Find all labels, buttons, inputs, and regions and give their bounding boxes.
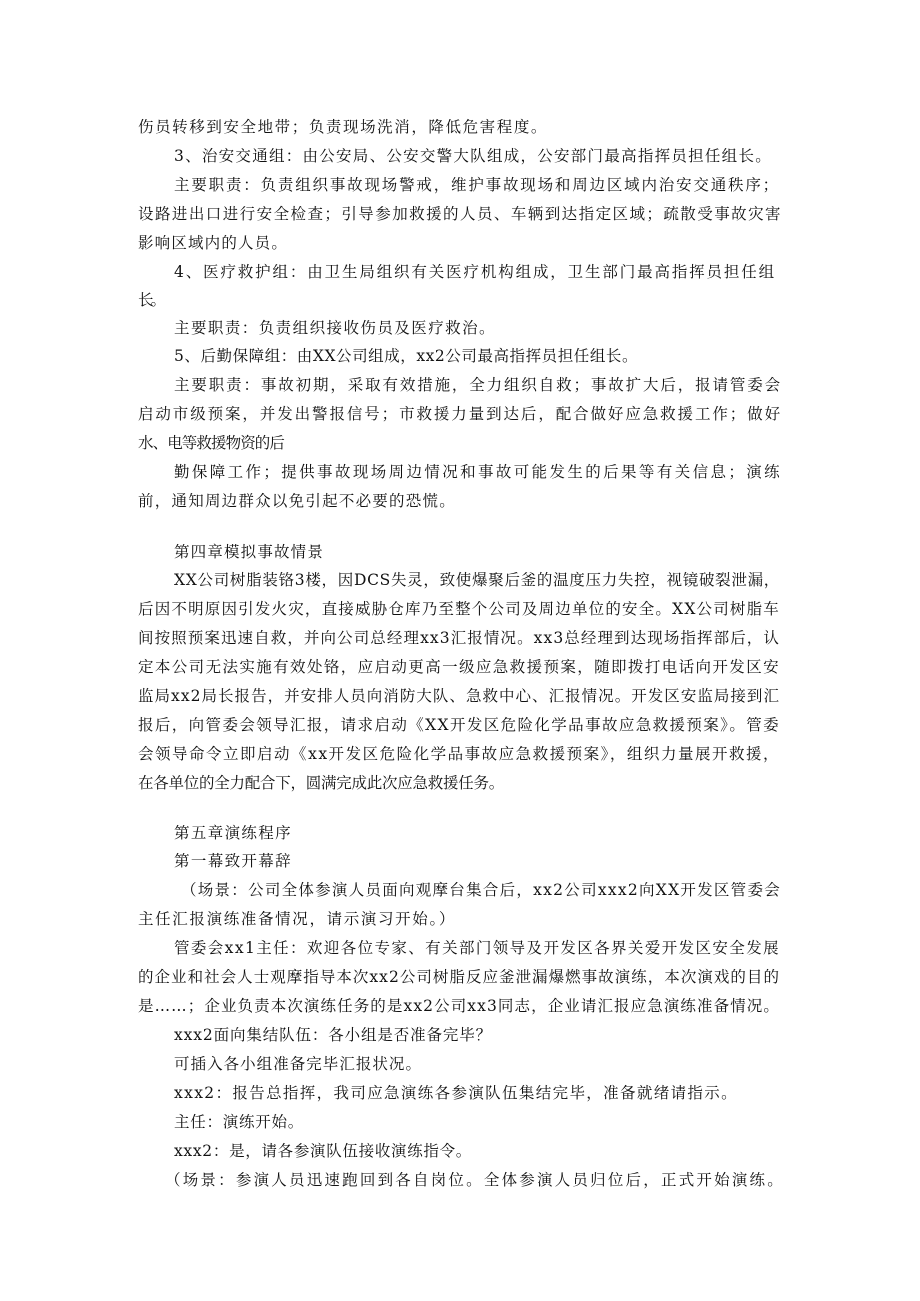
chapter-heading-4: 第四章模拟事故情景 [174,543,324,561]
body-text-line: 主要职责：负责组织事故现场警戒，维护事故现场和周边区域内治安交通秩序； [174,176,780,194]
body-text-line: 在各单位的全力配合下，圆满完成此次应急救援任务。 [138,774,504,792]
body-text-line: 间按照预案迅速自救，并向公司总经理xx3汇报情况。xx3总经理到达现场指挥部后，认 [138,629,780,647]
body-text-line: 启动市级预案，并发出警报信号；市救援力量到达后，配合做好应急救援工作；做好 [138,405,782,423]
dialogue-line: 的企业和社会人士观摩指导本次xx2公司树脂反应釜泄漏爆燃事故演练，本次演戏的目的 [138,968,780,986]
dialogue-line: 是……；企业负责本次演练任务的是xx2公司xx3同志，企业请汇报应急演练准备情况。 [138,997,780,1015]
scene-note: 主任汇报演练准备情况，请示演习开始。） [138,910,456,928]
dialogue-line: xxx2：报告总指挥，我司应急演练各参演队伍集结完毕，准备就绪请指示。 [174,1084,738,1102]
section-heading-logistics: 5、后勤保障组：由XX公司组成，xx2公司最高指挥员担任组长。 [174,347,638,365]
body-text-line: 报后，向管委会领导汇报，请求启动《XX开发区危险化学品事故应急救援预案》。管委 [138,716,780,734]
scene-note: （场景：参演人员迅速跑回到各自岗位。全体参演人员归位后，正式开始演练。 [165,1171,785,1189]
dialogue-line: 主任：演练开始。 [174,1113,304,1131]
body-text-line: 设路进出口进行安全检查；引导参加救援的人员、车辆到达指定区域；疏散受事故灾害 [138,205,782,223]
body-text-line: 前，通知周边群众以免引起不必要的恐慌。 [138,492,456,510]
body-text-line: 长。 [138,291,164,309]
body-text-line: 水、电等救援物资的后 [138,434,284,452]
body-text-line: 后因不明原因引发火灾，直接威胁仓库乃至整个公司及周边单位的安全。XX公司树脂车 [138,600,780,618]
section-heading-medical: 4、医疗救护组：由卫生局组织有关医疗机构组成，卫生部门最高指挥员担任组 [174,263,776,281]
body-text-line: 伤员转移到安全地带；负责现场洗消，降低危害程度。 [138,118,548,136]
dialogue-line: xxx2：是，请各参演队伍接收演练指令。 [174,1142,472,1160]
body-text-line: 可插入各小组准备完毕汇报状况。 [174,1055,422,1073]
body-text-line: 影响区域内的人员。 [138,234,288,252]
dialogue-line: 管委会xx1主任：欢迎各位专家、有关部门领导及开发区各界关爱开发区安全发展 [174,939,780,957]
body-text-line: 主要职责：负责组织接收伤员及医疗救治。 [174,319,496,337]
dialogue-line: xxx2面向集结队伍：各小组是否准备完毕？ [174,1026,492,1044]
act-heading-1: 第一幕致开幕辞 [174,852,292,870]
body-text-line: 监局xx2局长报告，并安排人员向消防大队、急救中心、汇报情况。开发区安监局接到汇 [138,687,780,705]
body-text-line: 勤保障工作；提供事故现场周边情况和事故可能发生的后果等有关信息；演练 [174,463,782,481]
body-text-line: XX公司树脂装铬3楼，因DCS失灵，致使爆聚后釜的温度压力失控，视镜破裂泄漏， [174,571,780,589]
body-text-line: 会领导命令立即启动《xx开发区危险化学品事故应急救援预案》，组织力量展开救援， [138,745,780,763]
chapter-heading-5: 第五章演练程序 [174,824,292,842]
section-heading-security-traffic: 3、治安交通组：由公安局、公安交警大队组成，公安部门最高指挥员担任组长。 [174,147,772,165]
body-text-line: 主要职责：事故初期，采取有效措施，全力组织自救；事故扩大后，报请管委会 [174,376,782,394]
body-text-line: 定本公司无法实施有效处铬，应启动更高一级应急救援预案，随即拨打电话向开发区安 [138,658,780,676]
scene-note: （场景：公司全体参演人员面向观摩台集合后，xx2公司xxx2向XX开发区管委会 [181,881,781,899]
